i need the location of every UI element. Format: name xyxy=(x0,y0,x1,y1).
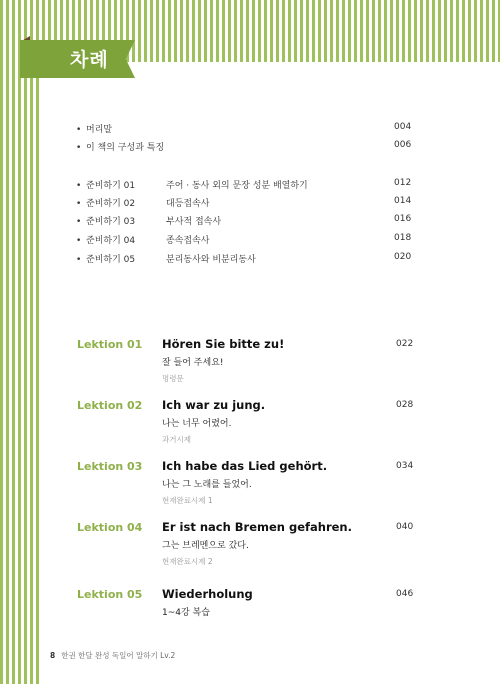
toc-page: 012 xyxy=(394,178,412,188)
toc-page: 018 xyxy=(394,233,412,243)
bullet-icon: • xyxy=(76,181,82,191)
toc-page: 006 xyxy=(394,140,412,150)
toc-item-prep-02 xyxy=(76,196,210,209)
toc-page: 014 xyxy=(394,196,412,206)
toc-label: 준비하기 04 xyxy=(86,236,136,246)
bullet-icon: • xyxy=(76,125,82,135)
lesson-grammar: 과거시제 xyxy=(162,435,191,444)
toc-page: 004 xyxy=(394,122,412,132)
lesson-grammar: 명령문 xyxy=(162,374,184,383)
toc-item-prep-03 xyxy=(76,214,222,227)
bullet-icon: • xyxy=(76,199,82,209)
toc-item-prep-04 xyxy=(76,233,210,246)
lesson-title: Wiederholung xyxy=(162,587,253,601)
lesson-title: Ich war zu jung. xyxy=(162,398,266,412)
footer-book-title: 한권 한달 완성 독일어 말하기 Lv.2 xyxy=(61,651,176,660)
toc-topic: 분리동사와 비분리동사 xyxy=(166,255,256,265)
toc-label: 준비하기 03 xyxy=(86,217,136,227)
toc-label: 이 책의 구성과 특징 xyxy=(86,143,165,153)
toc-label: 준비하기 01 xyxy=(86,181,136,191)
lesson-label: Lektion 05 xyxy=(77,588,143,601)
lesson-page: 034 xyxy=(396,461,414,471)
lesson-korean: 그는 브레멘으로 갔다. xyxy=(162,541,249,551)
page-footer xyxy=(50,650,175,661)
toc-label: 머리말 xyxy=(86,125,113,135)
lesson-title: Er ist nach Bremen gefahren. xyxy=(162,520,352,534)
toc-item-prep-01 xyxy=(76,178,308,191)
lesson-title: Ich habe das Lied gehört. xyxy=(162,459,328,473)
lesson-korean: 잘 들어 주세요! xyxy=(162,358,224,368)
toc-item-structure xyxy=(76,140,164,153)
lesson-page: 046 xyxy=(396,589,414,599)
bullet-icon: • xyxy=(76,217,82,227)
bullet-icon: • xyxy=(76,236,82,246)
bullet-icon: • xyxy=(76,143,82,153)
decorative-stripes-left xyxy=(0,62,40,684)
toc-item-preface xyxy=(76,122,112,135)
bullet-icon: • xyxy=(76,255,82,265)
toc-item-prep-05 xyxy=(76,252,256,265)
lesson-grammar: 현재완료시제 1 xyxy=(162,496,213,505)
toc-page: 016 xyxy=(394,214,412,224)
lesson-page: 028 xyxy=(396,400,414,410)
lesson-page: 022 xyxy=(396,339,414,349)
lesson-title: Hören Sie bitte zu! xyxy=(162,337,285,351)
footer-page-number: 8 xyxy=(50,651,56,660)
lesson-label: Lektion 03 xyxy=(77,460,143,473)
lesson-label: Lektion 02 xyxy=(77,399,143,412)
toc-topic: 종속접속사 xyxy=(166,236,210,246)
lesson-korean: 나는 그 노래를 들었어. xyxy=(162,480,252,490)
toc-page: 020 xyxy=(394,252,412,262)
toc-topic: 주어 · 동사 외의 문장 성분 배열하기 xyxy=(166,181,308,191)
lesson-grammar: 현재완료시제 2 xyxy=(162,557,213,566)
toc-topic: 부사적 접속사 xyxy=(166,217,222,227)
toc-label: 준비하기 02 xyxy=(86,199,136,209)
lesson-page: 040 xyxy=(396,522,414,532)
page-title: 차례 xyxy=(70,49,109,71)
lesson-korean: 나는 너무 어렸어. xyxy=(162,419,232,429)
toc-topic: 대등접속사 xyxy=(166,199,210,209)
lesson-label: Lektion 01 xyxy=(77,338,143,351)
lesson-label: Lektion 04 xyxy=(77,521,143,534)
lesson-korean: 1~4강 복습 xyxy=(162,608,210,618)
toc-label: 준비하기 05 xyxy=(86,255,136,265)
